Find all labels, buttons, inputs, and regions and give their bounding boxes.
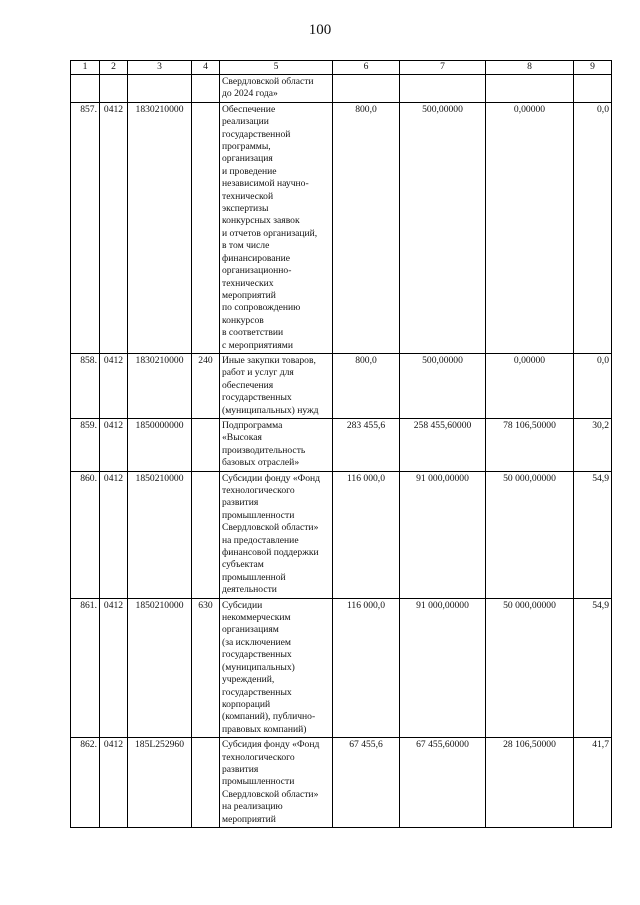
planned-amount bbox=[400, 75, 486, 103]
section-code bbox=[100, 75, 128, 103]
execution-percent: 54,9 bbox=[574, 471, 612, 598]
row-number bbox=[71, 75, 100, 103]
planned-amount: 67 455,60000 bbox=[400, 738, 486, 828]
expense-type-code bbox=[192, 471, 220, 598]
section-code: 0412 bbox=[100, 598, 128, 737]
table-row bbox=[71, 75, 612, 103]
row-number: 858. bbox=[71, 353, 100, 418]
header-row bbox=[71, 61, 612, 75]
column-header: 2 bbox=[100, 61, 128, 75]
executed-amount: 50 000,00000 bbox=[486, 471, 574, 598]
executed-amount: 0,00000 bbox=[486, 353, 574, 418]
column-header: 4 bbox=[192, 61, 220, 75]
table-row bbox=[71, 738, 612, 828]
row-number: 860. bbox=[71, 471, 100, 598]
page-number: 100 bbox=[308, 22, 332, 38]
expense-type-code: 630 bbox=[192, 598, 220, 737]
planned-amount: 91 000,00000 bbox=[400, 598, 486, 737]
expense-type-code bbox=[192, 738, 220, 828]
execution-percent: 41,7 bbox=[574, 738, 612, 828]
section-code: 0412 bbox=[100, 418, 128, 471]
table-row bbox=[71, 102, 612, 353]
column-header: 5 bbox=[220, 61, 333, 75]
row-number: 857. bbox=[71, 102, 100, 353]
item-name: Субсидия фонду «Фонд технологического развития промышленности Свердловской области» на реализацию мероприятий bbox=[220, 738, 333, 828]
approved-amount: 800,0 bbox=[333, 102, 400, 353]
expense-type-code bbox=[192, 102, 220, 353]
item-name: Субсидии фонду «Фонд технологического развития промышленности Свердловской области» на предоставление финансовой поддержки субъектам промышленной деятельности bbox=[220, 471, 333, 598]
target-code: 1830210000 bbox=[128, 102, 192, 353]
target-code: 185L252960 bbox=[128, 738, 192, 828]
column-header: 1 bbox=[71, 61, 100, 75]
section-code: 0412 bbox=[100, 738, 128, 828]
expense-type-code bbox=[192, 75, 220, 103]
execution-percent bbox=[574, 75, 612, 103]
execution-percent: 0,0 bbox=[574, 353, 612, 418]
planned-amount: 258 455,60000 bbox=[400, 418, 486, 471]
budget-table bbox=[70, 60, 612, 828]
section-code: 0412 bbox=[100, 102, 128, 353]
item-name: Подпрограмма «Высокая производительность базовых отраслей» bbox=[220, 418, 333, 471]
row-number: 859. bbox=[71, 418, 100, 471]
section-code: 0412 bbox=[100, 353, 128, 418]
column-header: 8 bbox=[486, 61, 574, 75]
approved-amount: 116 000,0 bbox=[333, 598, 400, 737]
table-row bbox=[71, 598, 612, 737]
column-header: 3 bbox=[128, 61, 192, 75]
execution-percent: 30,2 bbox=[574, 418, 612, 471]
approved-amount bbox=[333, 75, 400, 103]
target-code: 1850210000 bbox=[128, 598, 192, 737]
column-header: 6 bbox=[333, 61, 400, 75]
target-code: 1830210000 bbox=[128, 353, 192, 418]
table-row bbox=[71, 418, 612, 471]
execution-percent: 54,9 bbox=[574, 598, 612, 737]
approved-amount: 116 000,0 bbox=[333, 471, 400, 598]
target-code: 1850210000 bbox=[128, 471, 192, 598]
execution-percent: 0,0 bbox=[574, 102, 612, 353]
approved-amount: 67 455,6 bbox=[333, 738, 400, 828]
approved-amount: 800,0 bbox=[333, 353, 400, 418]
table-row bbox=[71, 471, 612, 598]
expense-type-code bbox=[192, 418, 220, 471]
item-name: Субсидии некоммерческим организациям (за исключением государственных (муниципальных) учреждений, государственных корпораций (компаний), публично- правовых компаний) bbox=[220, 598, 333, 737]
planned-amount: 500,00000 bbox=[400, 353, 486, 418]
executed-amount bbox=[486, 75, 574, 103]
executed-amount: 0,00000 bbox=[486, 102, 574, 353]
planned-amount: 500,00000 bbox=[400, 102, 486, 353]
row-number: 862. bbox=[71, 738, 100, 828]
section-code: 0412 bbox=[100, 471, 128, 598]
column-header: 7 bbox=[400, 61, 486, 75]
executed-amount: 28 106,50000 bbox=[486, 738, 574, 828]
approved-amount: 283 455,6 bbox=[333, 418, 400, 471]
item-name: Свердловской области до 2024 года» bbox=[220, 75, 333, 103]
item-name: Иные закупки товаров, работ и услуг для обеспечения государственных (муниципальных) нужд bbox=[220, 353, 333, 418]
target-code bbox=[128, 75, 192, 103]
expense-type-code: 240 bbox=[192, 353, 220, 418]
table-row bbox=[71, 353, 612, 418]
executed-amount: 50 000,00000 bbox=[486, 598, 574, 737]
item-name: Обеспечение реализации государственной программы, организация и проведение независимой научно- технической экспертизы конкурсных заявок и отчетов организаций, в том числе финансирование организационно- технических мероприятий по сопровождению конкурсов в соответствии с мероприятиями bbox=[220, 102, 333, 353]
planned-amount: 91 000,00000 bbox=[400, 471, 486, 598]
target-code: 1850000000 bbox=[128, 418, 192, 471]
column-header: 9 bbox=[574, 61, 612, 75]
row-number: 861. bbox=[71, 598, 100, 737]
executed-amount: 78 106,50000 bbox=[486, 418, 574, 471]
